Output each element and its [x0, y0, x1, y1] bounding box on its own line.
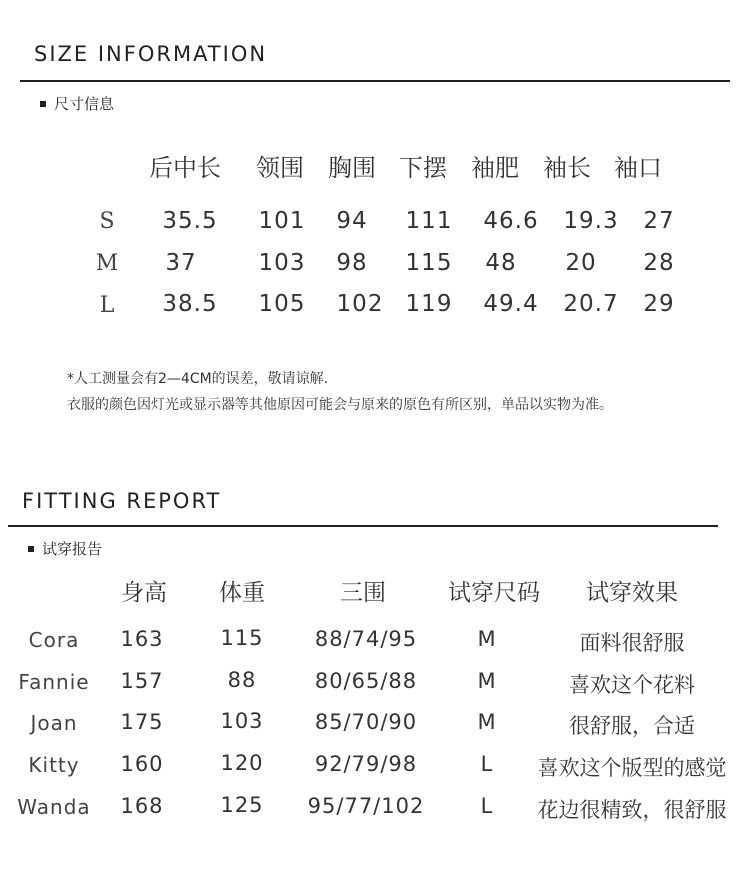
size-cell: 20.7 [563, 291, 619, 317]
size-cell: 28 [643, 250, 675, 276]
size-row-label: L [99, 293, 115, 318]
size-header-cell: 袖肥 [471, 154, 519, 182]
size-header-cell: 领围 [256, 154, 304, 182]
fitting-row-effect: 喜欢这个花料 [569, 673, 695, 697]
size-cell: 94 [336, 208, 368, 234]
size-cell: 101 [258, 208, 306, 234]
fitting-header-cell: 身高 [121, 580, 167, 606]
size-cell: 46.6 [483, 208, 539, 234]
fitting-header-cell: 试穿尺码 [448, 580, 540, 606]
fitting-row-weight: 125 [220, 793, 264, 817]
size-cell: 35.5 [162, 208, 218, 234]
fitting-row-measurements: 95/77/102 [307, 794, 425, 818]
fitting-row-size: L [480, 752, 494, 776]
fitting-row-height: 168 [120, 794, 164, 818]
fitting-row-height: 175 [120, 710, 164, 734]
size-cell: 27 [643, 208, 675, 234]
size-header-cell: 袖口 [614, 154, 662, 182]
size-cell: 37 [165, 250, 197, 276]
size-row-label: M [95, 251, 119, 276]
fitting-row-name: Wanda [17, 795, 91, 819]
fitting-row-name: Kitty [28, 753, 80, 777]
size-header-cell: 袖长 [543, 154, 591, 182]
fitting-row-height: 163 [120, 627, 164, 651]
fitting-header-cell: 体重 [219, 580, 265, 606]
fitting-row-size: L [480, 794, 494, 818]
fitting-row-weight: 115 [220, 626, 264, 650]
fitting-row-weight: 103 [220, 709, 264, 733]
fitting-row-height: 157 [120, 669, 164, 693]
fitting-section-title: FITTING REPORT [22, 489, 222, 513]
size-cell: 111 [405, 208, 453, 234]
fitting-row-size: M [477, 710, 497, 734]
fitting-row-height: 160 [120, 752, 164, 776]
size-cell: 98 [336, 250, 368, 276]
size-note-color: 衣服的颜色因灯光或显示器等其他原因可能会与原来的原色有所区别，单品以实物为准。 [67, 397, 613, 413]
size-cell: 49.4 [483, 291, 539, 317]
bullet-square-icon [28, 546, 34, 552]
size-cell: 115 [405, 250, 453, 276]
fitting-header-cell: 试穿效果 [586, 580, 678, 606]
size-header-cell: 胸围 [328, 154, 376, 182]
fitting-section-divider [8, 525, 718, 527]
fitting-row-effect: 花边很精致，很舒服 [537, 798, 727, 822]
size-cell: 19.3 [563, 208, 619, 234]
size-subtitle-text: 尺寸信息 [54, 95, 115, 113]
fitting-row-measurements: 85/70/90 [314, 710, 418, 734]
fitting-row-effect: 很舒服，合适 [569, 714, 695, 738]
fitting-row-name: Cora [28, 628, 80, 652]
size-note-error: *人工测量会有2—4CM的误差，敬请谅解. [67, 371, 329, 387]
bullet-square-icon [40, 101, 46, 107]
fitting-row-measurements: 88/74/95 [314, 627, 418, 651]
size-cell: 20 [565, 250, 597, 276]
size-cell: 105 [258, 291, 306, 317]
fitting-row-weight: 88 [227, 668, 257, 692]
fitting-subtitle-text: 试穿报告 [42, 540, 103, 558]
fitting-row-size: M [477, 627, 497, 651]
fitting-header-cell: 三围 [340, 580, 386, 606]
size-row-label: S [99, 209, 115, 234]
size-cell: 38.5 [162, 291, 218, 317]
size-cell: 119 [405, 291, 453, 317]
fitting-row-effect: 面料很舒服 [579, 631, 685, 655]
size-section-divider [20, 80, 730, 82]
fitting-row-name: Joan [30, 711, 78, 735]
fitting-row-name: Fannie [18, 670, 90, 694]
fitting-section-subtitle [28, 538, 102, 559]
size-section-title: SIZE INFORMATION [34, 42, 268, 66]
fitting-row-measurements: 80/65/88 [314, 669, 418, 693]
size-cell: 29 [643, 291, 675, 317]
size-header-cell: 后中长 [149, 154, 221, 182]
fitting-row-size: M [477, 669, 497, 693]
fitting-row-effect: 喜欢这个版型的感觉 [537, 756, 727, 780]
fitting-row-weight: 120 [220, 751, 264, 775]
size-cell: 102 [336, 291, 384, 317]
size-cell: 48 [485, 250, 517, 276]
size-section-subtitle [40, 93, 114, 114]
size-cell: 103 [258, 250, 306, 276]
size-header-cell: 下摆 [399, 154, 447, 182]
fitting-row-measurements: 92/79/98 [314, 752, 418, 776]
